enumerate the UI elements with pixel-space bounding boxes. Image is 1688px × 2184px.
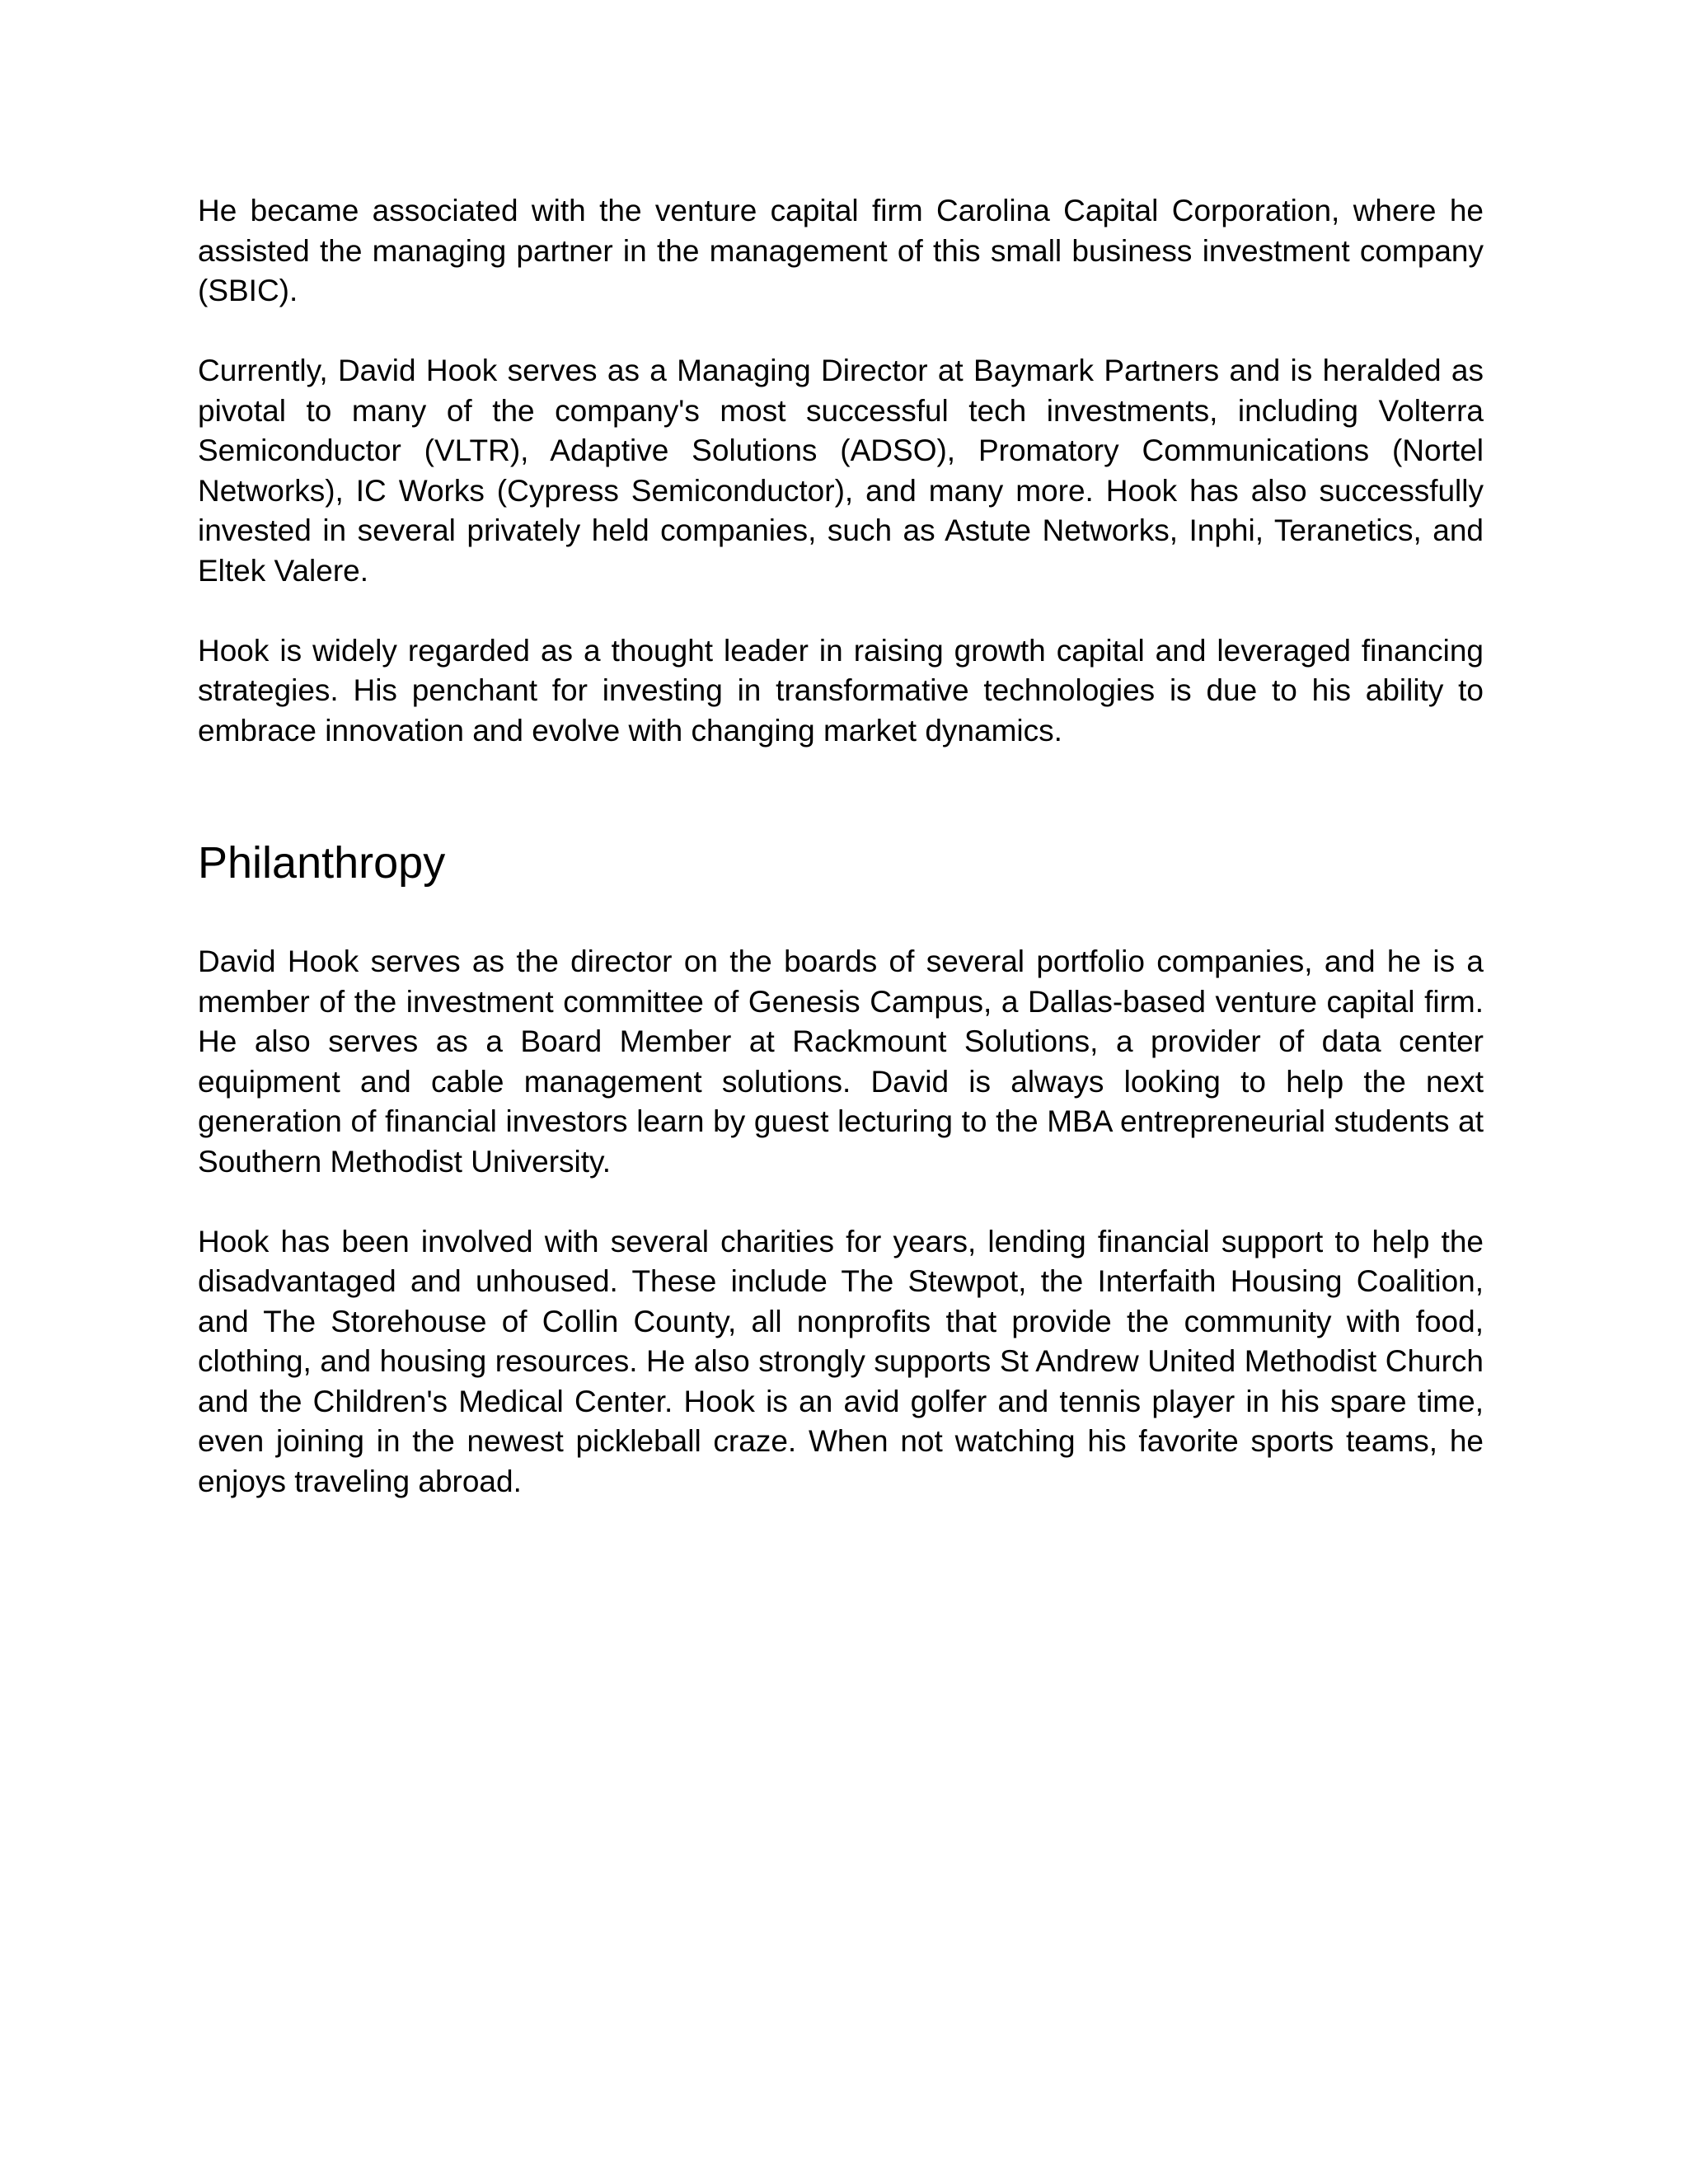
paragraph-spacer [198,312,1484,352]
paragraph-board-roles: David Hook serves as the director on the boards of several portfolio companies, and he is a member of the investment committee of Genesis Campus, a Dallas-based venture capital firm. He also serves as a Board Member at Rackmount Solutions, a provider of data center equipment and cable management solutions. David is always looking to help the next generation of financial investors learn by guest lecturing to the MBA entrepreneurial students at Southern Methodist University. [198,944,1484,1179]
section-spacer [198,751,1484,837]
paragraph-spacer [198,1182,1484,1222]
paragraph-spacer [198,591,1484,631]
document-page [198,191,1484,1502]
paragraph-thought-leader: Hook is widely regarded as a thought leader in raising growth capital and leveraged financing strategies. His penchant for investing in transformative technologies is due to his ability to embrace innovation and evolve with changing market dynamics. [198,633,1484,748]
paragraph-charities: Hook has been involved with several charities for years, lending financial support to help the disadvantaged and unhoused. These include The Stewpot, the Interfaith Housing Coalition, and The Storehouse of Collin County, all nonprofits that provide the community with food, clothing, and housing resources. He also strongly supports St Andrew United Methodist Church and the Children's Medical Center. Hook is an avid golfer and tennis player in his spare time, even joining in the newest pickleball craze. When not watching his favorite sports teams, he enjoys traveling abroad. [198,1224,1484,1498]
section-spacer [198,889,1484,942]
paragraph-carolina-capital: He became associated with the venture capital firm Carolina Capital Corporation, where he assisted the managing partner in the management of this small business investment company (SBIC). [198,194,1484,307]
section-heading-philanthropy: Philanthropy [198,838,446,888]
paragraph-baymark-partners: Currently, David Hook serves as a Managing Director at Baymark Partners and is heralded as pivotal to many of the company's most successful tech investments, including Volterra Semiconductor (VLTR), Adaptive Solutions (ADSO), Promatory Communications (Nortel Networks), IC Works (Cypress Semiconductor), and many more. Hook has also successfully invested in several privately held companies, such as Astute Networks, Inphi, Teranetics, and Eltek Valere. [198,354,1484,588]
